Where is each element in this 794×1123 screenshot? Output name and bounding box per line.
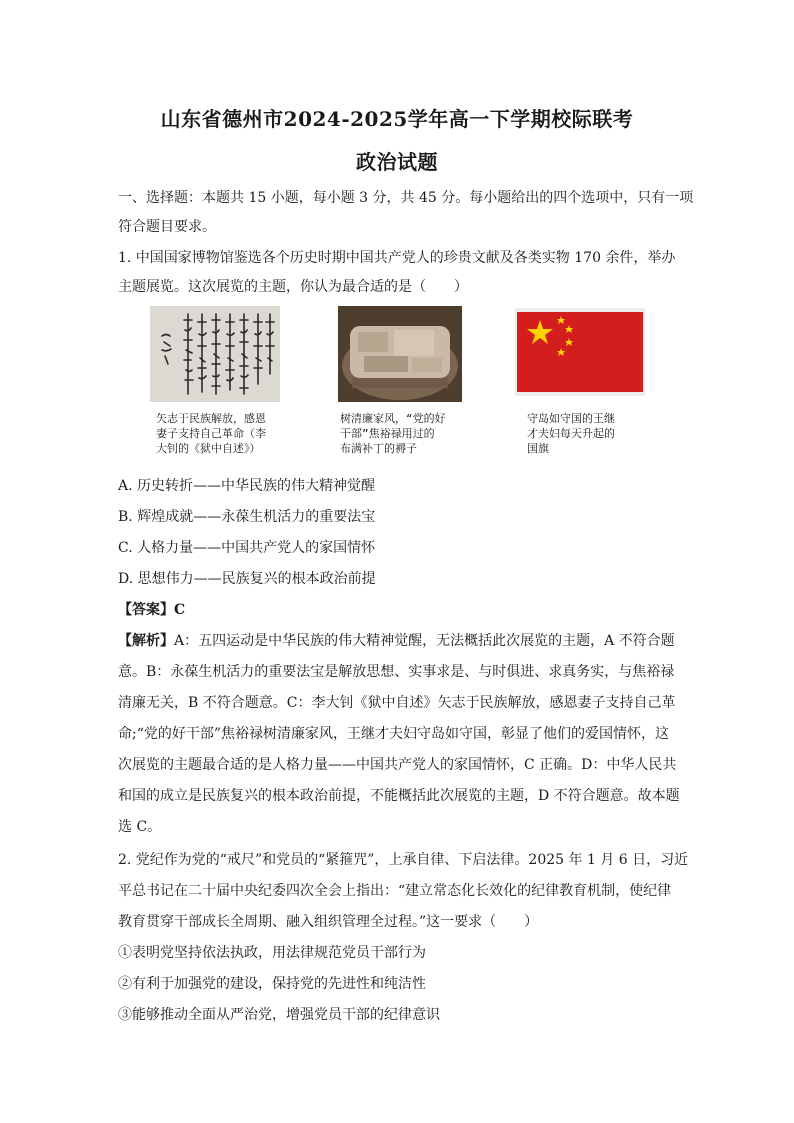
q1-option-a: A. 历史转折——中华民族的伟大精神觉醒 (118, 478, 376, 494)
document-subtitle: 政治试题 (356, 150, 438, 174)
q2-item-3: ③能够推动全面从严治党，增强党员干部的纪律意识 (118, 1007, 440, 1023)
manuscript-photo (150, 306, 280, 402)
q1-option-b: B. 辉煌成就——永葆生机活力的重要法宝 (118, 509, 376, 525)
q1-answer: 【答案】C (118, 602, 186, 618)
patched-quilt-photo (338, 306, 462, 402)
national-flag-photo (515, 308, 645, 396)
q1-stem-cont: 主题展览。这次展览的主题，你认为最合适的是（ ） (118, 279, 468, 295)
q1-analysis-line-3: 清廉无关，B 不符合题意。C：李大钊《狱中自述》矢志于民族解放，感恩妻子支持自己革 (118, 695, 676, 711)
q1-option-d: D. 思想伟力——民族复兴的根本政治前提 (118, 571, 376, 587)
q1-analysis-line-5: 次展览的主题最合适的是人格力量——中国共产党人的家国情怀，C 正确。D：中华人民共 (118, 757, 677, 773)
q2-item-2: ②有利于加强党的建设，保持党的先进性和纯洁性 (118, 976, 426, 992)
q2-stem-line-1: 2. 党纪作为党的“戒尺”和党员的“紧箍咒”，上承自律、下启法律。2025 年 1 月 6 日，习近 (118, 852, 689, 868)
q2-stem-line-2: 平总书记在二十届中央纪委四次全会上指出：“建立常态化长效化的纪律教育机制，使纪律 (118, 883, 672, 899)
caption-manuscript: 矢志于民族解放，感恩 妻子支持自己革命（李 大钊的《狱中自述》） (156, 412, 266, 455)
q1-analysis-line-4: 命;“党的好干部”焦裕禄树清廉家风，王继才夫妇守岛如守国，彰显了他们的爱国情怀，这 (118, 726, 670, 742)
q1-stem: 1. 中国国家博物馆鉴选各个历史时期中国共产党人的珍贵文献及各类实物 170 余件，举办 (118, 250, 676, 266)
q1-analysis-line-7: 选 C。 (118, 819, 162, 835)
section-instruction-cont: 符合题目要求。 (118, 219, 216, 235)
caption-quilt: 树清廉家风，“党的好 干部”焦裕禄用过的 布满补丁的褥子 (340, 412, 446, 455)
q1-option-c: C. 人格力量——中国共产党人的家国情怀 (118, 540, 376, 556)
analysis-text: A：五四运动是中华民族的伟大精神觉醒，无法概括此次展览的主题，A 不符合题 (174, 633, 675, 649)
q1-analysis-line-1 (118, 631, 688, 651)
q2-item-1: ①表明党坚持依法执政，用法律规范党员干部行为 (118, 945, 426, 961)
q2-stem-line-3: 教育贯穿干部成长全周期、融入组织管理全过程。”这一要求（ ） (118, 914, 539, 930)
document-title: 山东省德州市2024-2025学年高一下学期校际联考 (160, 107, 634, 131)
section-instruction: 一、选择题：本题共 15 小题，每小题 3 分，共 45 分。每小题给出的四个选项中，只有一项 (118, 190, 694, 206)
caption-flag: 守岛如守国的王继 才夫妇每天升起的 国旗 (527, 412, 615, 455)
q1-analysis-line-6: 和国的成立是民族复兴的根本政治前提，不能概括此次展览的主题，D 不符合题意。故本题 (118, 788, 680, 804)
analysis-label: 【解析】 (118, 633, 174, 649)
q1-analysis-line-2: 意。B：永葆生机活力的重要法宝是解放思想、实事求是、与时俱进、求真务实，与焦裕禄 (118, 664, 675, 680)
